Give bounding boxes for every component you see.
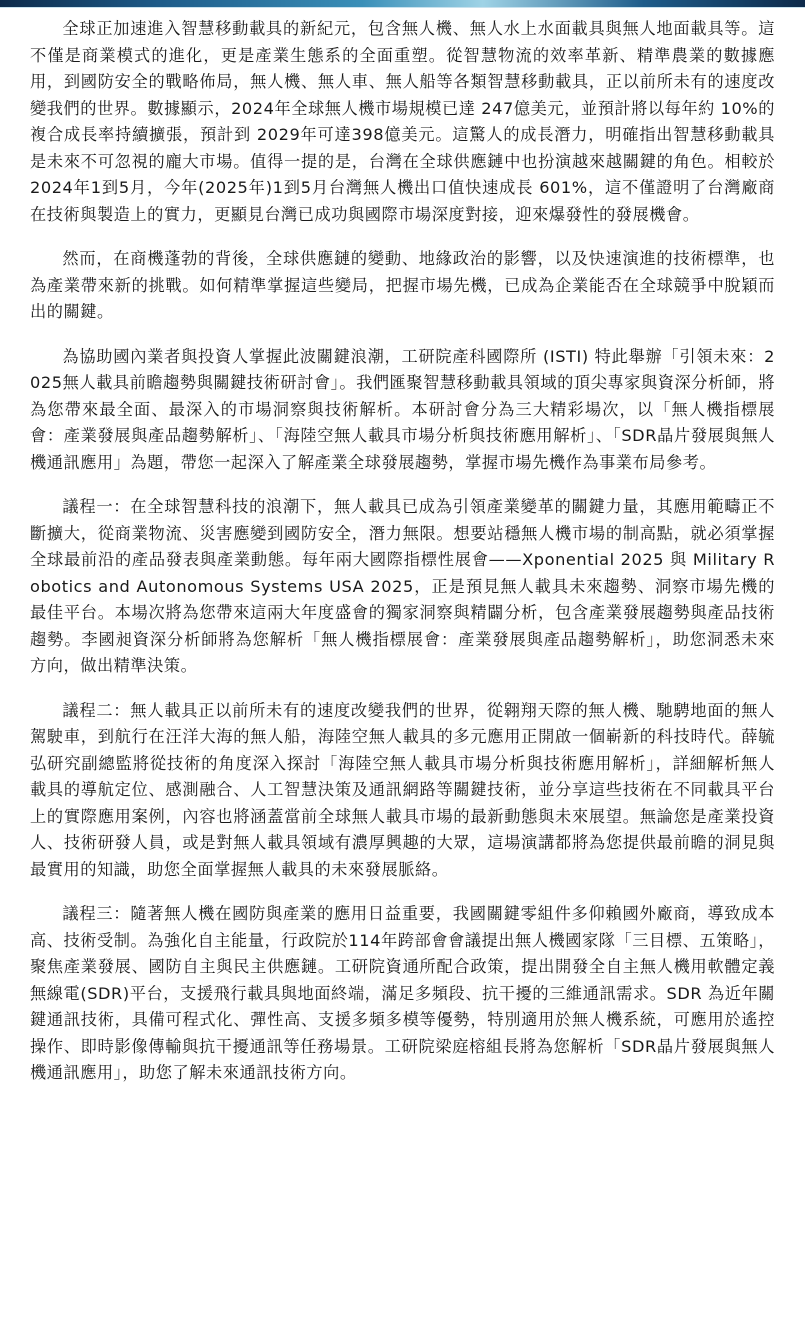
paragraph-seminar: 為協助國內業者與投資人掌握此波關鍵浪潮，工研院產科國際所 (ISTI) 特此舉辦「引領未來：2025無人載具前瞻趨勢與關鍵技術研討會」。我們匯聚智慧移動載具領域的頂尖專家與資深分析師，將為您帶來最全面、最深入的市場洞察與技術解析。本研討會分為三大精彩場次，以「無人機指標展會：產業發展與產品趨勢解析」、「海陸空無人載具市場分析與技術應用解析」、「SDR晶片發展與無人機通訊應用」為題，帶您一起深入了解產業全球發展趨勢，掌握市場先機作為事業布局參考。 bbox=[30, 346, 775, 472]
paragraph-challenges: 然而，在商機蓬勃的背後，全球供應鏈的變動、地緣政治的影響，以及快速演進的技術標準，也為產業帶來新的挑戰。如何精準掌握這些變局，把握市場先機，已成為企業能否在全球競爭中脫穎而出的關鍵。 bbox=[30, 249, 775, 321]
paragraph-session-3: 議程三：隨著無人機在國防與產業的應用日益重要，我國關鍵零組件多仰賴國外廠商，導致成本高、技術受制。為強化自主能量，行政院於114年跨部會會議提出無人機國家隊「三目標、五策略」，聚焦產業發展、國防自主與民主供應鏈。工研院資通所配合政策，提出開發全自主無人機用軟體定義無線電(SDR)平台，支援飛行載具與地面終端，滿足多頻段、抗干擾的三維通訊需求。SDR 為近年關鍵通訊技術，具備可程式化、彈性高、支援多頻多模等優勢，特別適用於無人機系統，可應用於遙控操作、即時影像傳輸與抗干擾通訊等任務場景。工研院梁庭榕組長將為您解析「SDR晶片發展與無人機通訊應用」，助您了解未來通訊技術方向。 bbox=[30, 904, 775, 1082]
paragraph-intro: 全球正加速進入智慧移動載具的新紀元，包含無人機、無人水上水面載具與無人地面載具等。這不僅是商業模式的進化，更是產業生態系的全面重塑。從智慧物流的效率革新、精準農業的數據應用，到國防安全的戰略佈局，無人機、無人車、無人船等各類智慧移動載具，正以前所未有的速度改變我們的世界。數據顯示，2024年全球無人機市場規模已達 247億美元，並預計將以每年約 10%的複合成長率持續擴張，預計到 2029年可達398億美元。這驚人的成長潛力，明確指出智慧移動載具是未來不可忽視的龐大市場。值得一提的是，台灣在全球供應鏈中也扮演越來越關鍵的角色。相較於2024年1到5月，今年(2025年)1到5月台灣無人機出口值快速成長 601%，這不僅證明了台灣廠商在技術與製造上的實力，更顯見台灣已成功與國際市場深度對接，迎來爆發性的發展機會。 bbox=[30, 19, 775, 224]
paragraph-session-2: 議程二：無人載具正以前所未有的速度改變我們的世界，從翱翔天際的無人機、馳騁地面的無人駕駛車，到航行在汪洋大海的無人船，海陸空無人載具的多元應用正開啟一個嶄新的科技時代。薛毓弘研究副總監將從技術的角度深入探討「海陸空無人載具市場分析與技術應用解析」，詳細解析無人載具的導航定位、感測融合、人工智慧決策及通訊網路等關鍵技術，並分享這些技術在不同載具平台上的實際應用案例，內容也將涵蓋當前全球無人載具市場的最新動態與未來展望。無論您是產業投資人、技術研發人員，或是對無人載具領域有濃厚興趣的大眾，這場演講都將為您提供最前瞻的洞見與最實用的知識，助您全面掌握無人載具的未來發展脈絡。 bbox=[30, 700, 775, 879]
top-decorative-border bbox=[0, 0, 805, 7]
article-body bbox=[30, 16, 775, 1087]
paragraph-session-1: 議程一：在全球智慧科技的浪潮下，無人載具已成為引領產業變革的關鍵力量，其應用範疇正不斷擴大，從商業物流、災害應變到國防安全，潛力無限。想要站穩無人機市場的制高點，就必須掌握全球最前沿的產品發表與產業動態。每年兩大國際指標性展會——Xponential 2025 與 Military Robotics and Autonomous Systems USA 2025，正是預見無人載具未來趨勢、洞察市場先機的最佳平台。本場次將為您帶來這兩大年度盛會的獨家洞察與精闢分析，包含產業發展趨勢與產品技術趨勢。李國昶資深分析師將為您解析「無人機指標展會：產業發展與產品趨勢解析」，助您洞悉未來方向，做出精準決策。 bbox=[30, 497, 775, 675]
